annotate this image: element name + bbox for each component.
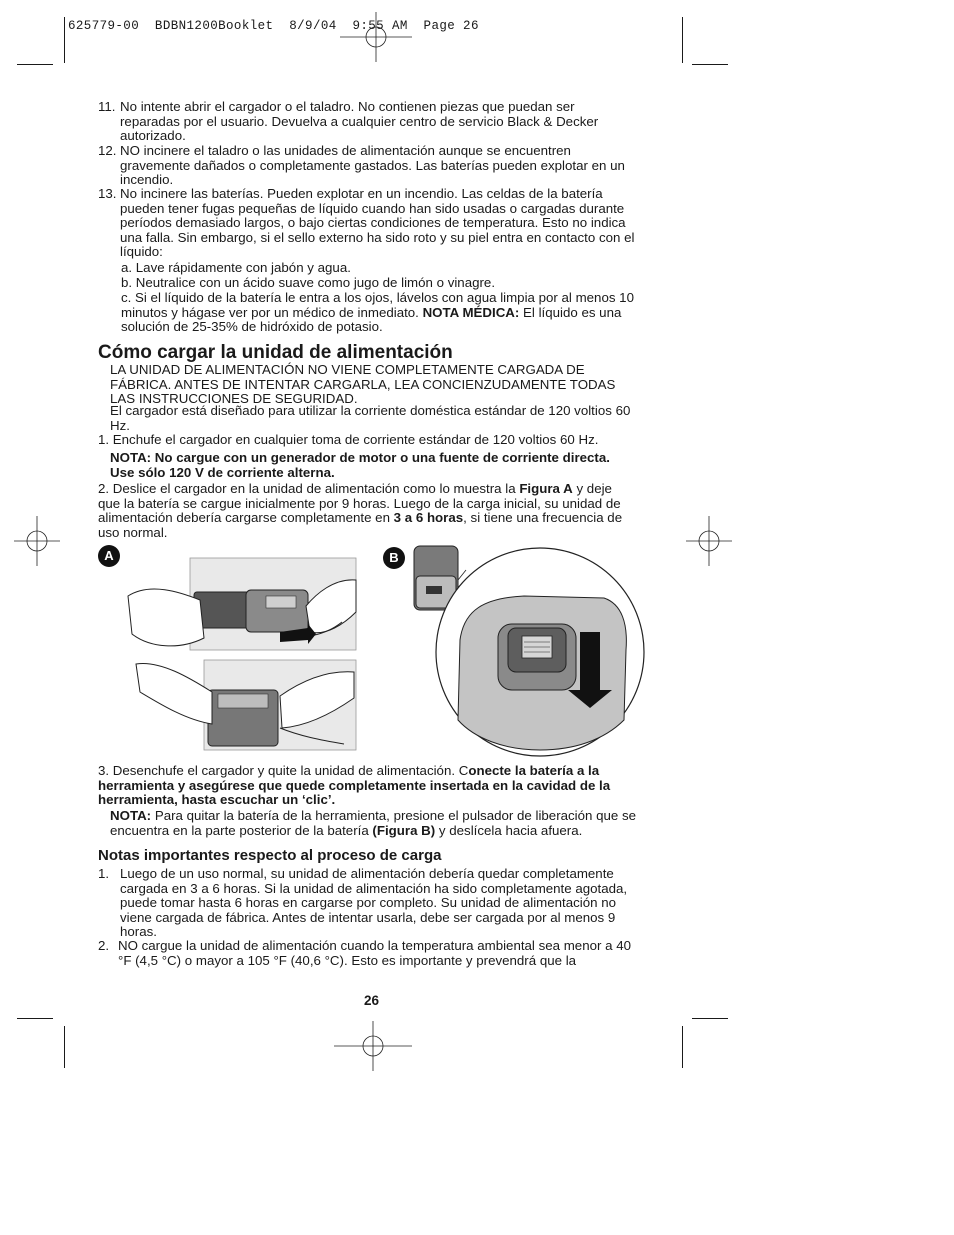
sub-item-c: c. Si el líquido de la batería le entra a los ojos, lávelos con agua limpia por al menos 10 minutos y hágase ver por un médico de inmediato. NOTA MÉDICA: El líquido es una solución de 25-35% de hidróxido de potasio. [121,290,634,334]
section-title: Cómo cargar la unidad de alimentación [98,342,453,363]
crop-mark [682,1026,683,1068]
step-1: 1. Enchufe el cargador en cualquier toma de corriente estándar de 120 voltios 60 Hz. [98,432,599,447]
item-number: 13. [98,186,117,201]
crop-mark [17,64,53,65]
subsection-title: Notas importantes respecto al proceso de carga [98,847,442,864]
figure-b-illustration [404,540,648,758]
step-3: 3. Desenchufe el cargador y quite la unidad de alimentación. Conecte la batería a la herramienta y asegúrese que quede completamente insertada en la cavidad de la herramienta, hasta escuchar un ‘clic’. [98,763,611,807]
crop-mark [682,17,683,63]
crop-mark [17,1018,53,1019]
step-2: 2. Deslice el cargador en la unidad de alimentación como lo muestra la Figura A y deje que la batería se cargue inicialmente por 9 horas. Luego de la carga inicial, su unidad de alimentación debería cargarse completamente en 3 a 6 horas, si tiene una frecuencia de uso normal. [98,481,623,540]
charger-note: El cargador está diseñado para utilizar la corriente doméstica estándar de 120 voltios 60 Hz. [110,403,631,433]
note-text: NO cargue la unidad de alimentación cuando la temperatura ambiental sea menor a 40 °F (4,5 °C) o mayor a 105 °F (40,6 °C). Esto es importante y prevendrá que la [118,938,631,968]
note-number: 1. [98,866,110,881]
registration-mark-right [686,516,732,566]
page-number: 26 [364,993,380,1008]
caps-notice: LA UNIDAD DE ALIMENTACIÓN NO VIENE COMPLETAMENTE CARGADA DE FÁBRICA. ANTES DE INTENTAR CARGARLA, LEA CONCIENZUDAMENTE TODAS LAS INSTRUCCIONES DE SEGURIDAD. [110,362,616,406]
print-slug: 625779-00 BDBN1200Booklet 8/9/04 9:55 AM Page 26 [68,19,479,33]
figure-a-badge: A [98,545,120,567]
note-text: Luego de un uso normal, su unidad de alimentación debería quedar completamente cargada en 3 a 6 horas. Si la unidad de alimentación ha sido completamente agotada, puede tomar hasta 6 horas en cargarse por completo. Su unidad de alimentación no viene cargada de fábrica. Antes de intentar usarla, debe ser cargada por al menos 9 horas. [120,866,628,939]
item-number: 12. [98,143,117,158]
item-text: No intente abrir el cargador o el taladro. No contienen piezas que puedan ser reparadas por el usuario. Devuelva a cualquier centro de servicio Black & Decker autorizado. [120,99,599,143]
crop-mark [692,1018,728,1019]
nota-1: NOTA: No cargue con un generador de motor o una fuente de corriente directa. Use sólo 120 V de corriente alterna. [110,450,610,480]
sub-item-b: b. Neutralice con un ácido suave como jugo de limón o vinagre. [121,275,496,290]
sub-item-a: a. Lave rápidamente con jabón y agua. [121,260,351,275]
figure-b-badge: B [383,547,405,569]
item-text: NO incinere el taladro o las unidades de alimentación aunque se encuentren gravemente dañados o completamente gastados. Las baterías pueden explotar en un incendio. [120,143,625,187]
nota-2: NOTA: Para quitar la batería de la herramienta, presione el pulsador de liberación que se encuentra en la parte posterior de la batería (Figura B) y deslícela hacia afuera. [110,808,637,838]
crop-mark [64,1026,65,1068]
registration-mark-top [340,12,412,62]
note-number: 2. [98,938,110,953]
registration-mark-left [14,516,60,566]
item-text: No incinere las baterías. Pueden explotar en un incendio. Las celdas de la batería pueden tener fugas pequeñas de líquido cuando han sido usadas o cargadas durante períodos demasiado largos, o bajo ciertas condiciones de temperatura. Esto no indica una falla. Sin embargo, si el sello externo ha sido roto y su piel entra en contacto con el líquido: [120,186,635,259]
crop-mark [692,64,728,65]
item-number: 11. [98,99,116,114]
figure-a-illustration [120,552,360,752]
crop-mark [64,17,65,63]
registration-mark-bottom [334,1021,412,1071]
